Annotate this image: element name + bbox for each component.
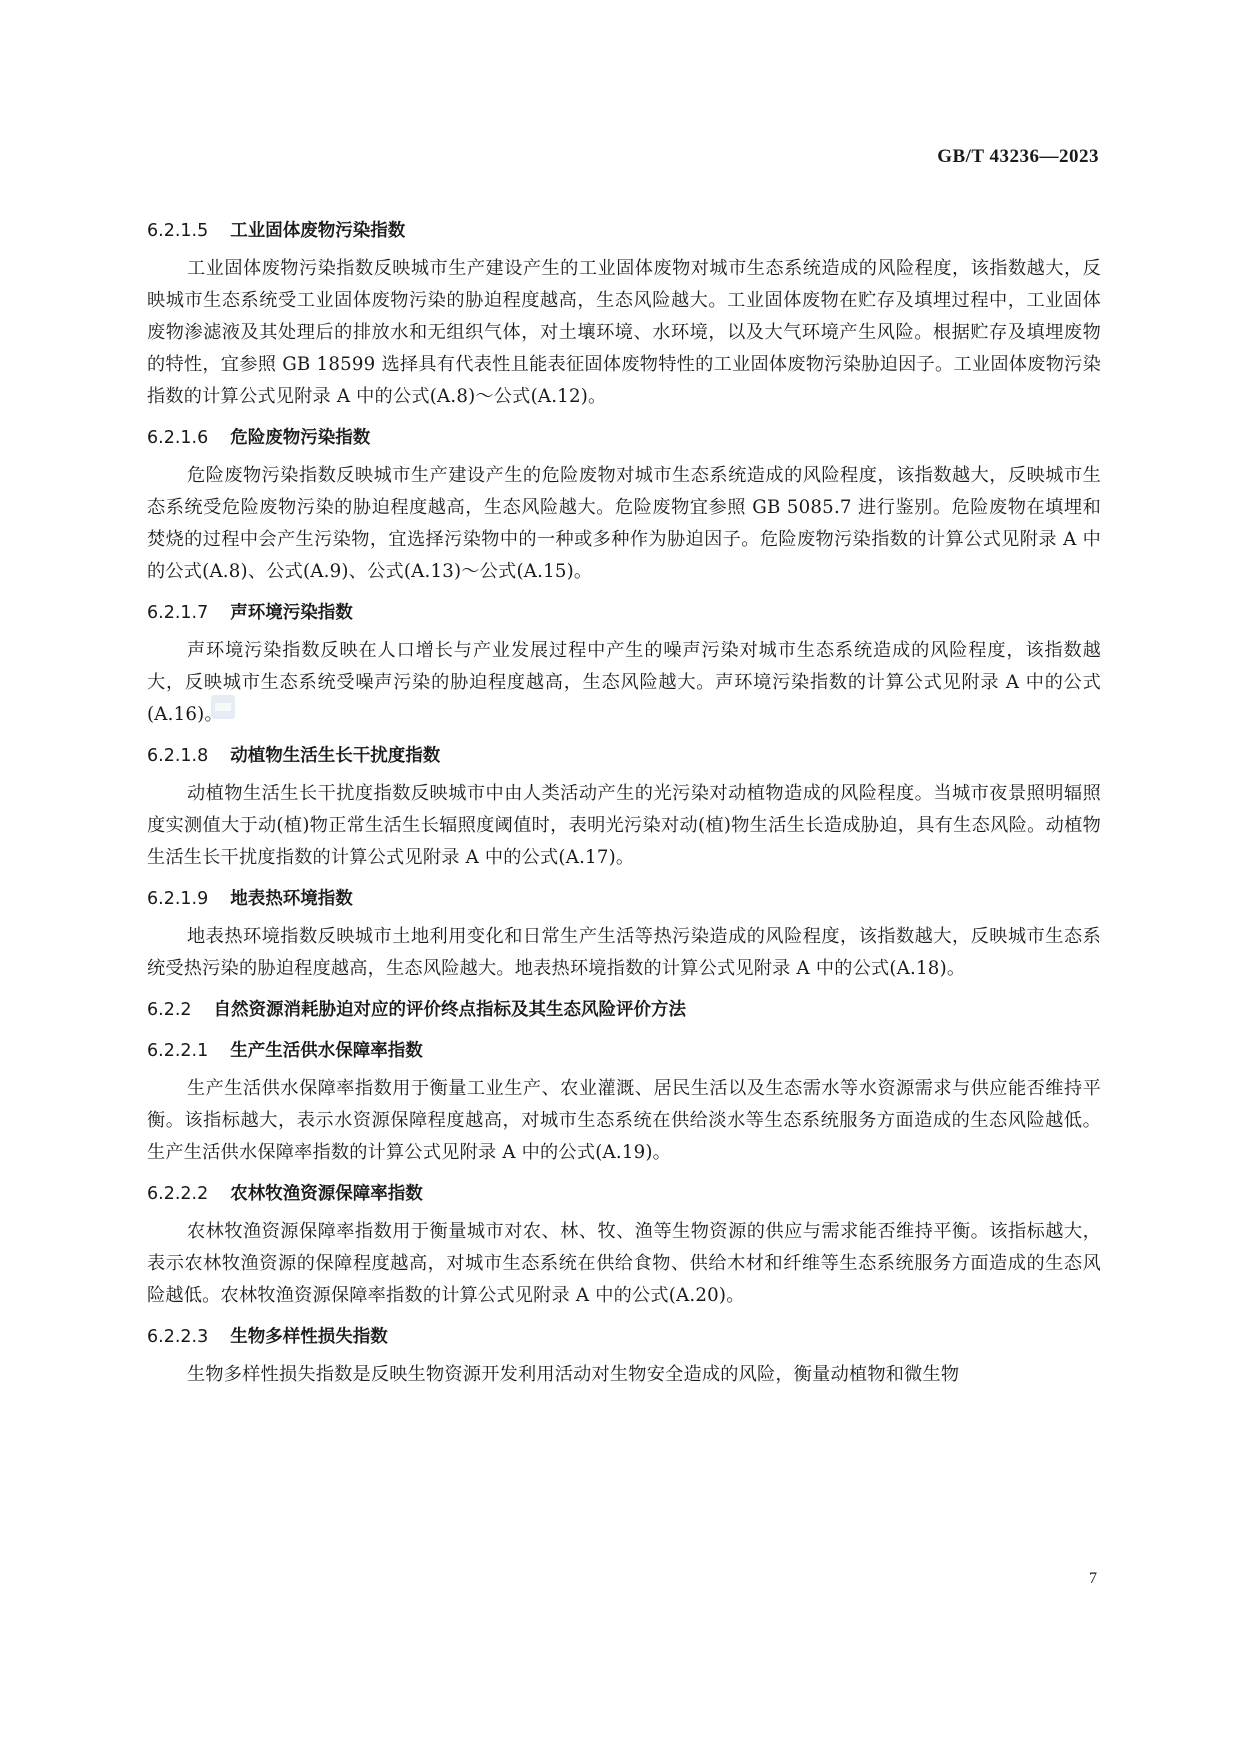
section-6-2-2-1 — [147, 1036, 1101, 1169]
section-paragraph: 生产生活供水保障率指数用于衡量工业生产、农业灌溉、居民生活以及生态需水等水资源需求与供应能否维持平衡。该指标越大，表示水资源保障程度越高，对城市生态系统在供给淡水等生态系统服务方面造成的生态风险越低。生产生活供水保障率指数的计算公式见附录 A 中的公式(A.19)。 — [147, 1078, 1101, 1163]
section-6-2-1-5 — [147, 216, 1101, 413]
section-6-2-2-3 — [147, 1322, 1101, 1391]
page-number: 7 — [1089, 1570, 1097, 1587]
section-number: 6.2.2.2 — [147, 1184, 209, 1204]
section-title: 声环境污染指数 — [230, 603, 353, 623]
section-6-2-1-7 — [147, 598, 1101, 731]
document-body — [147, 216, 1101, 1401]
section-paragraph: 危险废物污染指数反映城市生产建设产生的危险废物对城市生态系统造成的风险程度，该指数越大，反映城市生态系统受危险废物污染的胁迫程度越高，生态风险越大。危险废物宜参照 GB 5085.7 进行鉴别。危险废物在填埋和焚烧的过程中会产生污染物，宜选择污染物中的一种或多种作为胁迫因子。危险废物污染指数的计算公式见附录 A 中的公式(A.8)、公式(A.9)、公式(A.13)～公式(A.15)。 — [147, 465, 1101, 582]
section-paragraph: 工业固体废物污染指数反映城市生产建设产生的工业固体废物对城市生态系统造成的风险程度，该指数越大，反映城市生态系统受工业固体废物污染的胁迫程度越高，生态风险越大。工业固体废物在贮存及填埋过程中，工业固体废物渗滤液及其处理后的排放水和无组织气体，对土壤环境、水环境，以及大气环境产生风险。根据贮存及填埋废物的特性，宜参照 GB 18599 选择具有代表性且能表征固体废物特性的工业固体废物污染胁迫因子。工业固体废物污染指数的计算公式见附录 A 中的公式(A.8)～公式(A.12)。 — [147, 258, 1101, 407]
section-number: 6.2.2.3 — [147, 1327, 209, 1347]
section-number: 6.2.2 — [147, 1000, 192, 1020]
section-paragraph: 声环境污染指数反映在人口增长与产业发展过程中产生的噪声污染对城市生态系统造成的风险程度，该指数越大，反映城市生态系统受噪声污染的胁迫程度越高，生态风险越大。声环境污染指数的计算公式见附录 A 中的公式(A.16)。 — [147, 640, 1101, 725]
section-heading — [147, 216, 1101, 247]
section-6-2-1-8 — [147, 741, 1101, 874]
section-6-2-1-6 — [147, 423, 1101, 588]
section-title: 危险废物污染指数 — [230, 428, 371, 448]
section-number: 6.2.1.5 — [147, 221, 209, 241]
section-paragraph: 动植物生活生长干扰度指数反映城市中由人类活动产生的光污染对动植物造成的风险程度。当城市夜景照明辐照度实测值大于动(植)物正常生活生长辐照度阈值时，表明光污染对动(植)物生活生长造成胁迫，具有生态风险。动植物生活生长干扰度指数的计算公式见附录 A 中的公式(A.17)。 — [147, 783, 1101, 868]
section-title: 自然资源消耗胁迫对应的评价终点指标及其生态风险评价方法 — [213, 1000, 687, 1020]
section-title: 工业固体废物污染指数 — [230, 221, 406, 241]
section-heading — [147, 1179, 1101, 1210]
section-heading — [147, 423, 1101, 454]
section-paragraph: 农林牧渔资源保障率指数用于衡量城市对农、林、牧、渔等生物资源的供应与需求能否维持平衡。该指标越大，表示农林牧渔资源的保障程度越高，对城市生态系统在供给食物、供给木材和纤维等生态系统服务方面造成的生态风险越低。农林牧渔资源保障率指数的计算公式见附录 A 中的公式(A.20)。 — [147, 1221, 1101, 1306]
section-heading — [147, 1036, 1101, 1067]
section-6-2-1-9 — [147, 884, 1101, 985]
watermark-logo-icon — [210, 694, 236, 720]
section-number: 6.2.1.8 — [147, 746, 209, 766]
section-number: 6.2.2.1 — [147, 1041, 209, 1061]
section-heading — [147, 884, 1101, 915]
section-heading — [147, 741, 1101, 772]
section-paragraph: 地表热环境指数反映城市土地利用变化和日常生产生活等热污染造成的风险程度，该指数越大，反映城市生态系统受热污染的胁迫程度越高，生态风险越大。地表热环境指数的计算公式见附录 A 中的公式(A.18)。 — [147, 926, 1101, 979]
standard-code: GB/T 43236—2023 — [937, 146, 1099, 167]
section-number: 6.2.1.7 — [147, 603, 209, 623]
section-title: 动植物生活生长干扰度指数 — [230, 746, 441, 766]
section-number: 6.2.1.9 — [147, 889, 209, 909]
section-6-2-2 — [147, 995, 1101, 1026]
section-title: 生物多样性损失指数 — [230, 1327, 388, 1347]
section-heading — [147, 995, 1101, 1026]
section-title: 地表热环境指数 — [230, 889, 353, 909]
section-6-2-2-2 — [147, 1179, 1101, 1312]
section-title: 生产生活供水保障率指数 — [230, 1041, 423, 1061]
section-heading — [147, 1322, 1101, 1353]
section-heading — [147, 598, 1101, 629]
section-title: 农林牧渔资源保障率指数 — [230, 1184, 423, 1204]
section-paragraph: 生物多样性损失指数是反映生物资源开发利用活动对生物安全造成的风险，衡量动植物和微生物 — [187, 1364, 960, 1385]
section-number: 6.2.1.6 — [147, 428, 209, 448]
